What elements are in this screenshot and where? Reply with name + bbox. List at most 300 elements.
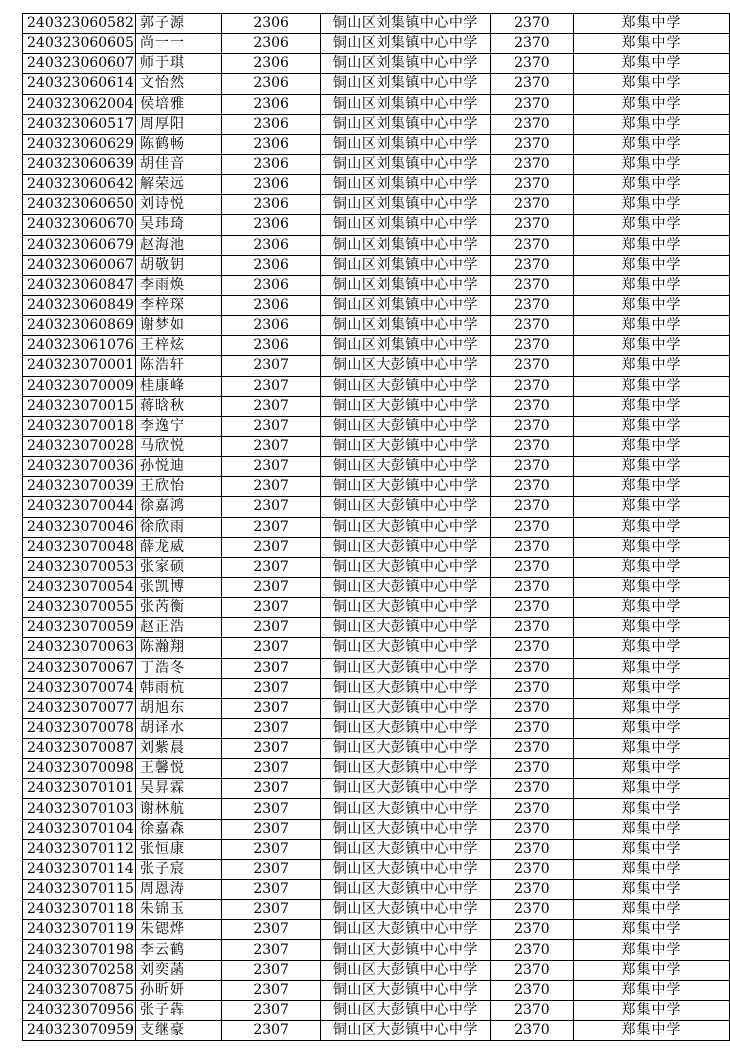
table-row bbox=[23, 154, 730, 174]
school-name-cell: 铜山区刘集镇中心中学 bbox=[320, 295, 490, 315]
school-code-cell: 2307 bbox=[222, 356, 320, 376]
exam-id-cell: 240323070078 bbox=[23, 718, 136, 738]
admission-table bbox=[22, 13, 730, 1041]
score-cell: 2370 bbox=[490, 356, 573, 376]
admitted-school-cell: 郑集中学 bbox=[573, 557, 729, 577]
admitted-school-cell: 郑集中学 bbox=[573, 980, 729, 1000]
exam-id-cell: 240323070875 bbox=[23, 980, 136, 1000]
exam-id-cell: 240323060607 bbox=[23, 54, 136, 74]
school-name-cell: 铜山区刘集镇中心中学 bbox=[320, 154, 490, 174]
exam-id-cell: 240323070114 bbox=[23, 859, 136, 879]
exam-id-cell: 240323070098 bbox=[23, 759, 136, 779]
table-row bbox=[23, 396, 730, 416]
admitted-school-cell: 郑集中学 bbox=[573, 54, 729, 74]
school-name-cell: 铜山区大彭镇中心中学 bbox=[320, 517, 490, 537]
school-name-cell: 铜山区大彭镇中心中学 bbox=[320, 900, 490, 920]
student-name-cell: 张子宸 bbox=[135, 859, 221, 879]
score-cell: 2370 bbox=[490, 718, 573, 738]
score-cell: 2370 bbox=[490, 255, 573, 275]
school-name-cell: 铜山区刘集镇中心中学 bbox=[320, 134, 490, 154]
school-code-cell: 2306 bbox=[222, 134, 320, 154]
score-cell: 2370 bbox=[490, 316, 573, 336]
exam-id-cell: 240323070018 bbox=[23, 416, 136, 436]
admitted-school-cell: 郑集中学 bbox=[573, 275, 729, 295]
student-name-cell: 王梓炫 bbox=[135, 336, 221, 356]
admitted-school-cell: 郑集中学 bbox=[573, 839, 729, 859]
student-name-cell: 张恒康 bbox=[135, 839, 221, 859]
table-row bbox=[23, 940, 730, 960]
school-name-cell: 铜山区大彭镇中心中学 bbox=[320, 880, 490, 900]
school-name-cell: 铜山区大彭镇中心中学 bbox=[320, 739, 490, 759]
student-name-cell: 陈瀚翔 bbox=[135, 638, 221, 658]
score-cell: 2370 bbox=[490, 477, 573, 497]
score-cell: 2370 bbox=[490, 74, 573, 94]
exam-id-cell: 240323070039 bbox=[23, 477, 136, 497]
admitted-school-cell: 郑集中学 bbox=[573, 1000, 729, 1020]
table-row bbox=[23, 215, 730, 235]
score-cell: 2370 bbox=[490, 819, 573, 839]
score-cell: 2370 bbox=[490, 195, 573, 215]
admitted-school-cell: 郑集中学 bbox=[573, 618, 729, 638]
exam-id-cell: 240323060582 bbox=[23, 14, 136, 34]
table-row bbox=[23, 779, 730, 799]
admitted-school-cell: 郑集中学 bbox=[573, 698, 729, 718]
student-name-cell: 李梓琛 bbox=[135, 295, 221, 315]
school-name-cell: 铜山区刘集镇中心中学 bbox=[320, 235, 490, 255]
exam-id-cell: 240323060639 bbox=[23, 154, 136, 174]
score-cell: 2370 bbox=[490, 618, 573, 638]
school-code-cell: 2306 bbox=[222, 74, 320, 94]
exam-id-cell: 240323060642 bbox=[23, 175, 136, 195]
admitted-school-cell: 郑集中学 bbox=[573, 255, 729, 275]
student-name-cell: 胡敬钥 bbox=[135, 255, 221, 275]
student-name-cell: 郭子源 bbox=[135, 14, 221, 34]
school-code-cell: 2307 bbox=[222, 598, 320, 618]
school-code-cell: 2307 bbox=[222, 618, 320, 638]
score-cell: 2370 bbox=[490, 54, 573, 74]
table-row bbox=[23, 678, 730, 698]
school-code-cell: 2307 bbox=[222, 678, 320, 698]
school-code-cell: 2307 bbox=[222, 477, 320, 497]
table-row bbox=[23, 859, 730, 879]
school-name-cell: 铜山区刘集镇中心中学 bbox=[320, 14, 490, 34]
school-code-cell: 2307 bbox=[222, 436, 320, 456]
exam-id-cell: 240323060067 bbox=[23, 255, 136, 275]
school-code-cell: 2307 bbox=[222, 739, 320, 759]
exam-id-cell: 240323070956 bbox=[23, 1000, 136, 1020]
student-name-cell: 蒋晗秋 bbox=[135, 396, 221, 416]
score-cell: 2370 bbox=[490, 678, 573, 698]
table-row bbox=[23, 839, 730, 859]
table-body bbox=[23, 14, 730, 1041]
school-code-cell: 2307 bbox=[222, 698, 320, 718]
table-row bbox=[23, 900, 730, 920]
admitted-school-cell: 郑集中学 bbox=[573, 336, 729, 356]
exam-id-cell: 240323070198 bbox=[23, 940, 136, 960]
table-row bbox=[23, 880, 730, 900]
score-cell: 2370 bbox=[490, 537, 573, 557]
student-name-cell: 陈鹤畅 bbox=[135, 134, 221, 154]
exam-id-cell: 240323070077 bbox=[23, 698, 136, 718]
table-row bbox=[23, 557, 730, 577]
score-cell: 2370 bbox=[490, 235, 573, 255]
exam-id-cell: 240323070119 bbox=[23, 920, 136, 940]
student-name-cell: 王馨悦 bbox=[135, 759, 221, 779]
exam-id-cell: 240323070053 bbox=[23, 557, 136, 577]
score-cell: 2370 bbox=[490, 920, 573, 940]
table-row bbox=[23, 275, 730, 295]
exam-id-cell: 240323070055 bbox=[23, 598, 136, 618]
exam-id-cell: 240323070028 bbox=[23, 436, 136, 456]
admitted-school-cell: 郑集中学 bbox=[573, 638, 729, 658]
admitted-school-cell: 郑集中学 bbox=[573, 436, 729, 456]
school-name-cell: 铜山区大彭镇中心中学 bbox=[320, 799, 490, 819]
student-name-cell: 谢林航 bbox=[135, 799, 221, 819]
admitted-school-cell: 郑集中学 bbox=[573, 94, 729, 114]
student-name-cell: 赵正浩 bbox=[135, 618, 221, 638]
school-name-cell: 铜山区刘集镇中心中学 bbox=[320, 74, 490, 94]
table-row bbox=[23, 195, 730, 215]
school-code-cell: 2307 bbox=[222, 920, 320, 940]
admitted-school-cell: 郑集中学 bbox=[573, 880, 729, 900]
admitted-school-cell: 郑集中学 bbox=[573, 477, 729, 497]
table-row bbox=[23, 577, 730, 597]
school-name-cell: 铜山区刘集镇中心中学 bbox=[320, 54, 490, 74]
score-cell: 2370 bbox=[490, 779, 573, 799]
table-row bbox=[23, 255, 730, 275]
table-row bbox=[23, 497, 730, 517]
school-name-cell: 铜山区刘集镇中心中学 bbox=[320, 175, 490, 195]
exam-id-cell: 240323061076 bbox=[23, 336, 136, 356]
student-name-cell: 文怡然 bbox=[135, 74, 221, 94]
school-code-cell: 2307 bbox=[222, 900, 320, 920]
exam-id-cell: 240323060629 bbox=[23, 134, 136, 154]
score-cell: 2370 bbox=[490, 799, 573, 819]
school-code-cell: 2307 bbox=[222, 457, 320, 477]
score-cell: 2370 bbox=[490, 739, 573, 759]
exam-id-cell: 240323070118 bbox=[23, 900, 136, 920]
student-name-cell: 张凯博 bbox=[135, 577, 221, 597]
table-row bbox=[23, 436, 730, 456]
student-name-cell: 谢梦如 bbox=[135, 316, 221, 336]
table-row bbox=[23, 799, 730, 819]
school-name-cell: 铜山区刘集镇中心中学 bbox=[320, 255, 490, 275]
exam-id-cell: 240323062004 bbox=[23, 94, 136, 114]
student-name-cell: 刘奕菡 bbox=[135, 960, 221, 980]
school-code-cell: 2307 bbox=[222, 396, 320, 416]
school-name-cell: 铜山区刘集镇中心中学 bbox=[320, 336, 490, 356]
score-cell: 2370 bbox=[490, 134, 573, 154]
score-cell: 2370 bbox=[490, 557, 573, 577]
admitted-school-cell: 郑集中学 bbox=[573, 114, 729, 134]
admitted-school-cell: 郑集中学 bbox=[573, 295, 729, 315]
school-name-cell: 铜山区大彭镇中心中学 bbox=[320, 1021, 490, 1041]
school-code-cell: 2307 bbox=[222, 517, 320, 537]
admitted-school-cell: 郑集中学 bbox=[573, 960, 729, 980]
student-name-cell: 孙悦迪 bbox=[135, 457, 221, 477]
score-cell: 2370 bbox=[490, 859, 573, 879]
school-name-cell: 铜山区大彭镇中心中学 bbox=[320, 356, 490, 376]
exam-id-cell: 240323070046 bbox=[23, 517, 136, 537]
table-row bbox=[23, 980, 730, 1000]
table-row bbox=[23, 295, 730, 315]
student-name-cell: 支继豪 bbox=[135, 1021, 221, 1041]
table-row bbox=[23, 819, 730, 839]
score-cell: 2370 bbox=[490, 396, 573, 416]
school-code-cell: 2306 bbox=[222, 94, 320, 114]
score-cell: 2370 bbox=[490, 34, 573, 54]
score-cell: 2370 bbox=[490, 275, 573, 295]
school-name-cell: 铜山区刘集镇中心中学 bbox=[320, 275, 490, 295]
school-code-cell: 2307 bbox=[222, 557, 320, 577]
school-code-cell: 2307 bbox=[222, 416, 320, 436]
student-name-cell: 胡译水 bbox=[135, 718, 221, 738]
exam-id-cell: 240323070015 bbox=[23, 396, 136, 416]
table-row bbox=[23, 416, 730, 436]
admitted-school-cell: 郑集中学 bbox=[573, 175, 729, 195]
exam-id-cell: 240323070067 bbox=[23, 658, 136, 678]
school-code-cell: 2307 bbox=[222, 799, 320, 819]
score-cell: 2370 bbox=[490, 1021, 573, 1041]
admitted-school-cell: 郑集中学 bbox=[573, 940, 729, 960]
table-row bbox=[23, 94, 730, 114]
exam-id-cell: 240323060614 bbox=[23, 74, 136, 94]
school-code-cell: 2307 bbox=[222, 759, 320, 779]
school-name-cell: 铜山区大彭镇中心中学 bbox=[320, 940, 490, 960]
admitted-school-cell: 郑集中学 bbox=[573, 34, 729, 54]
school-code-cell: 2307 bbox=[222, 779, 320, 799]
school-name-cell: 铜山区大彭镇中心中学 bbox=[320, 618, 490, 638]
table-row bbox=[23, 235, 730, 255]
student-name-cell: 陈浩轩 bbox=[135, 356, 221, 376]
school-code-cell: 2307 bbox=[222, 638, 320, 658]
exam-id-cell: 240323070258 bbox=[23, 960, 136, 980]
school-name-cell: 铜山区刘集镇中心中学 bbox=[320, 215, 490, 235]
school-name-cell: 铜山区大彭镇中心中学 bbox=[320, 598, 490, 618]
school-code-cell: 2307 bbox=[222, 859, 320, 879]
admitted-school-cell: 郑集中学 bbox=[573, 537, 729, 557]
score-cell: 2370 bbox=[490, 880, 573, 900]
student-name-cell: 刘诗悦 bbox=[135, 195, 221, 215]
school-code-cell: 2306 bbox=[222, 235, 320, 255]
student-name-cell: 朱锶烨 bbox=[135, 920, 221, 940]
student-name-cell: 胡旭东 bbox=[135, 698, 221, 718]
exam-id-cell: 240323070112 bbox=[23, 839, 136, 859]
school-name-cell: 铜山区大彭镇中心中学 bbox=[320, 819, 490, 839]
table-row bbox=[23, 376, 730, 396]
school-code-cell: 2307 bbox=[222, 819, 320, 839]
table-row bbox=[23, 34, 730, 54]
score-cell: 2370 bbox=[490, 94, 573, 114]
school-code-cell: 2307 bbox=[222, 577, 320, 597]
school-code-cell: 2307 bbox=[222, 537, 320, 557]
student-name-cell: 赵海池 bbox=[135, 235, 221, 255]
admitted-school-cell: 郑集中学 bbox=[573, 779, 729, 799]
school-name-cell: 铜山区大彭镇中心中学 bbox=[320, 779, 490, 799]
school-code-cell: 2306 bbox=[222, 195, 320, 215]
school-name-cell: 铜山区刘集镇中心中学 bbox=[320, 195, 490, 215]
school-code-cell: 2306 bbox=[222, 275, 320, 295]
school-code-cell: 2306 bbox=[222, 14, 320, 34]
exam-id-cell: 240323070115 bbox=[23, 880, 136, 900]
school-name-cell: 铜山区大彭镇中心中学 bbox=[320, 718, 490, 738]
school-code-cell: 2307 bbox=[222, 839, 320, 859]
exam-id-cell: 240323070063 bbox=[23, 638, 136, 658]
exam-id-cell: 240323070054 bbox=[23, 577, 136, 597]
admitted-school-cell: 郑集中学 bbox=[573, 920, 729, 940]
score-cell: 2370 bbox=[490, 698, 573, 718]
admitted-school-cell: 郑集中学 bbox=[573, 154, 729, 174]
table-row bbox=[23, 477, 730, 497]
admitted-school-cell: 郑集中学 bbox=[573, 799, 729, 819]
score-cell: 2370 bbox=[490, 154, 573, 174]
school-code-cell: 2307 bbox=[222, 980, 320, 1000]
school-code-cell: 2306 bbox=[222, 316, 320, 336]
student-name-cell: 李逸宁 bbox=[135, 416, 221, 436]
school-name-cell: 铜山区大彭镇中心中学 bbox=[320, 497, 490, 517]
school-code-cell: 2307 bbox=[222, 497, 320, 517]
score-cell: 2370 bbox=[490, 295, 573, 315]
student-name-cell: 尚一一 bbox=[135, 34, 221, 54]
admitted-school-cell: 郑集中学 bbox=[573, 718, 729, 738]
exam-id-cell: 240323060847 bbox=[23, 275, 136, 295]
table-row bbox=[23, 316, 730, 336]
table-row bbox=[23, 175, 730, 195]
school-code-cell: 2307 bbox=[222, 880, 320, 900]
admitted-school-cell: 郑集中学 bbox=[573, 416, 729, 436]
school-code-cell: 2307 bbox=[222, 718, 320, 738]
student-name-cell: 周厚阳 bbox=[135, 114, 221, 134]
table-row bbox=[23, 618, 730, 638]
student-name-cell: 周恩涛 bbox=[135, 880, 221, 900]
school-name-cell: 铜山区大彭镇中心中学 bbox=[320, 457, 490, 477]
student-name-cell: 李雨焕 bbox=[135, 275, 221, 295]
table-row bbox=[23, 920, 730, 940]
table-row bbox=[23, 759, 730, 779]
school-code-cell: 2307 bbox=[222, 1021, 320, 1041]
score-cell: 2370 bbox=[490, 215, 573, 235]
exam-id-cell: 240323070044 bbox=[23, 497, 136, 517]
student-name-cell: 张芮衡 bbox=[135, 598, 221, 618]
table-row bbox=[23, 74, 730, 94]
table-row bbox=[23, 658, 730, 678]
school-name-cell: 铜山区大彭镇中心中学 bbox=[320, 759, 490, 779]
exam-id-cell: 240323070036 bbox=[23, 457, 136, 477]
table-row bbox=[23, 457, 730, 477]
school-name-cell: 铜山区刘集镇中心中学 bbox=[320, 316, 490, 336]
score-cell: 2370 bbox=[490, 839, 573, 859]
school-code-cell: 2306 bbox=[222, 114, 320, 134]
school-name-cell: 铜山区大彭镇中心中学 bbox=[320, 477, 490, 497]
school-name-cell: 铜山区大彭镇中心中学 bbox=[320, 920, 490, 940]
student-name-cell: 孙昕妍 bbox=[135, 980, 221, 1000]
school-name-cell: 铜山区大彭镇中心中学 bbox=[320, 577, 490, 597]
score-cell: 2370 bbox=[490, 638, 573, 658]
student-name-cell: 王欣怡 bbox=[135, 477, 221, 497]
student-name-cell: 张子犇 bbox=[135, 1000, 221, 1020]
school-name-cell: 铜山区大彭镇中心中学 bbox=[320, 960, 490, 980]
admitted-school-cell: 郑集中学 bbox=[573, 658, 729, 678]
admitted-school-cell: 郑集中学 bbox=[573, 396, 729, 416]
student-name-cell: 桂康峰 bbox=[135, 376, 221, 396]
score-cell: 2370 bbox=[490, 940, 573, 960]
exam-id-cell: 240323070959 bbox=[23, 1021, 136, 1041]
school-name-cell: 铜山区大彭镇中心中学 bbox=[320, 678, 490, 698]
exam-id-cell: 240323070009 bbox=[23, 376, 136, 396]
school-name-cell: 铜山区大彭镇中心中学 bbox=[320, 859, 490, 879]
exam-id-cell: 240323070087 bbox=[23, 739, 136, 759]
admitted-school-cell: 郑集中学 bbox=[573, 517, 729, 537]
student-name-cell: 薛龙威 bbox=[135, 537, 221, 557]
student-name-cell: 吴玮琦 bbox=[135, 215, 221, 235]
admitted-school-cell: 郑集中学 bbox=[573, 577, 729, 597]
admitted-school-cell: 郑集中学 bbox=[573, 195, 729, 215]
school-code-cell: 2306 bbox=[222, 336, 320, 356]
table-row bbox=[23, 718, 730, 738]
admitted-school-cell: 郑集中学 bbox=[573, 759, 729, 779]
school-code-cell: 2307 bbox=[222, 940, 320, 960]
table-row bbox=[23, 1021, 730, 1041]
admitted-school-cell: 郑集中学 bbox=[573, 356, 729, 376]
admitted-school-cell: 郑集中学 bbox=[573, 134, 729, 154]
student-name-cell: 刘紫晨 bbox=[135, 739, 221, 759]
school-name-cell: 铜山区刘集镇中心中学 bbox=[320, 94, 490, 114]
school-code-cell: 2306 bbox=[222, 215, 320, 235]
student-name-cell: 解荣远 bbox=[135, 175, 221, 195]
score-cell: 2370 bbox=[490, 436, 573, 456]
admitted-school-cell: 郑集中学 bbox=[573, 74, 729, 94]
student-name-cell: 师于琪 bbox=[135, 54, 221, 74]
admitted-school-cell: 郑集中学 bbox=[573, 14, 729, 34]
student-name-cell: 吴昇霖 bbox=[135, 779, 221, 799]
score-cell: 2370 bbox=[490, 900, 573, 920]
admitted-school-cell: 郑集中学 bbox=[573, 235, 729, 255]
table-row bbox=[23, 698, 730, 718]
student-name-cell: 丁浩冬 bbox=[135, 658, 221, 678]
exam-id-cell: 240323070059 bbox=[23, 618, 136, 638]
table-row bbox=[23, 14, 730, 34]
student-name-cell: 胡佳音 bbox=[135, 154, 221, 174]
table-row bbox=[23, 1000, 730, 1020]
score-cell: 2370 bbox=[490, 1000, 573, 1020]
table-row bbox=[23, 356, 730, 376]
admitted-school-cell: 郑集中学 bbox=[573, 316, 729, 336]
school-code-cell: 2307 bbox=[222, 960, 320, 980]
school-name-cell: 铜山区大彭镇中心中学 bbox=[320, 557, 490, 577]
student-name-cell: 张家硕 bbox=[135, 557, 221, 577]
school-code-cell: 2306 bbox=[222, 295, 320, 315]
exam-id-cell: 240323070104 bbox=[23, 819, 136, 839]
table-row bbox=[23, 598, 730, 618]
school-name-cell: 铜山区大彭镇中心中学 bbox=[320, 698, 490, 718]
score-cell: 2370 bbox=[490, 175, 573, 195]
score-cell: 2370 bbox=[490, 336, 573, 356]
school-code-cell: 2306 bbox=[222, 34, 320, 54]
school-name-cell: 铜山区大彭镇中心中学 bbox=[320, 658, 490, 678]
exam-id-cell: 240323060605 bbox=[23, 34, 136, 54]
table-row bbox=[23, 739, 730, 759]
score-cell: 2370 bbox=[490, 416, 573, 436]
admitted-school-cell: 郑集中学 bbox=[573, 859, 729, 879]
admitted-school-cell: 郑集中学 bbox=[573, 900, 729, 920]
table-row bbox=[23, 54, 730, 74]
exam-id-cell: 240323070001 bbox=[23, 356, 136, 376]
admitted-school-cell: 郑集中学 bbox=[573, 819, 729, 839]
student-name-cell: 徐嘉森 bbox=[135, 819, 221, 839]
school-name-cell: 铜山区大彭镇中心中学 bbox=[320, 396, 490, 416]
student-name-cell: 徐嘉鸿 bbox=[135, 497, 221, 517]
student-name-cell: 朱锦玉 bbox=[135, 900, 221, 920]
